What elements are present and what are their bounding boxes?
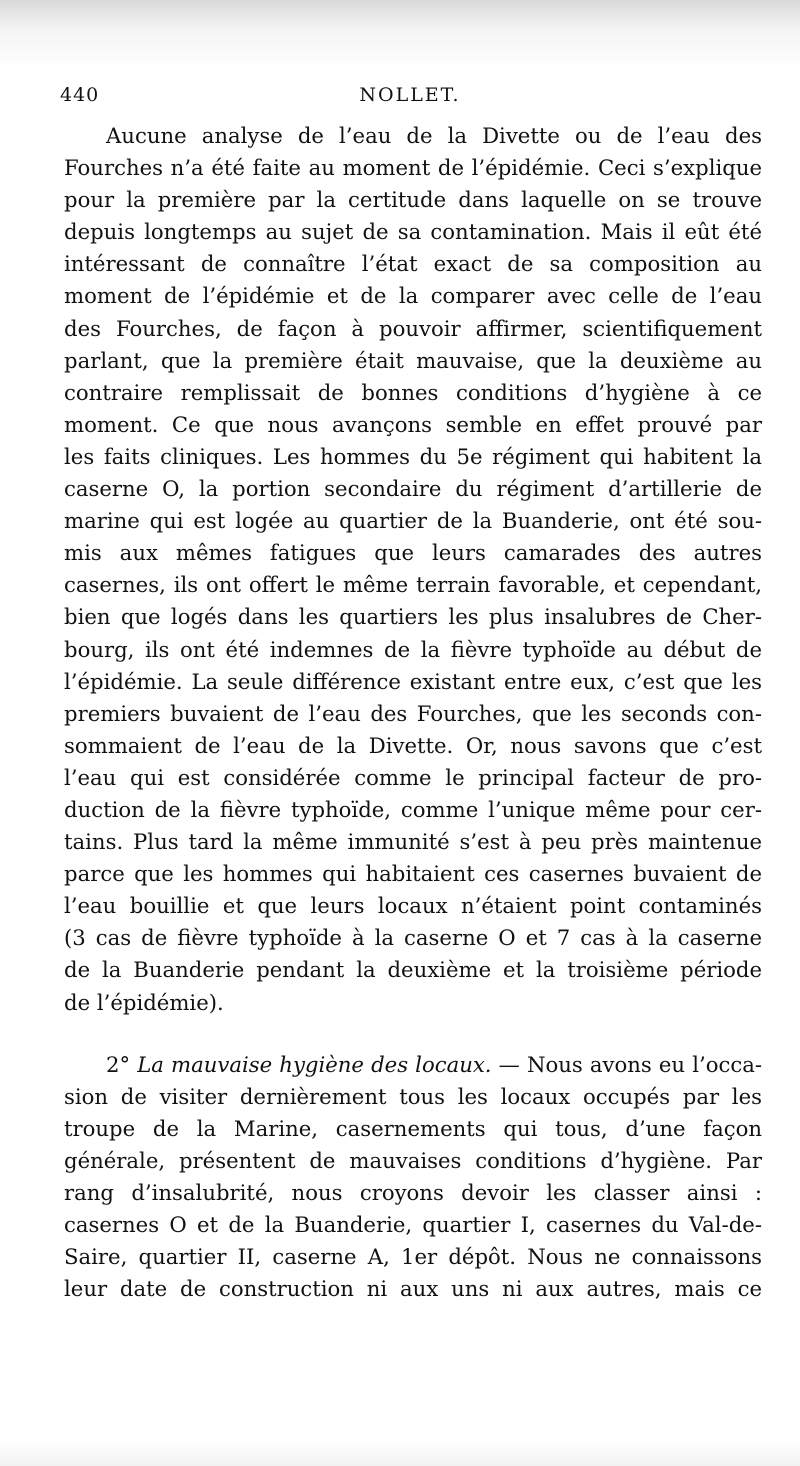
text-line: sommaient de l’eau de la Divette. Or, nous savons que c’est	[64, 732, 762, 758]
text-line: les faits cliniques. Les hommes du 5e régiment qui habitent la	[64, 443, 762, 469]
body-text	[64, 120, 762, 1305]
text-line: bien que logés dans les quartiers les plus insalubres de Cher-	[64, 604, 762, 630]
text-line: Aucune analyse de l’eau de la Divette ou de l’eau des	[106, 123, 762, 148]
text-line: casernes, ils ont offert le même terrain favorable, et cependant,	[64, 572, 762, 598]
text-line: casernes O et de la Buanderie, quartier I, casernes du Val-de-	[64, 1212, 762, 1238]
text-line: parce que les hommes qui habitaient ces casernes buvaient de	[64, 861, 762, 887]
text-line: tains. Plus tard la même immunité s’est à peu près maintenue	[64, 829, 762, 855]
text-line: rang d’insalubrité, nous croyons devoir les classer ainsi :	[64, 1180, 762, 1205]
text-line: pour la première par la certitude dans laquelle on se trouve	[64, 187, 762, 213]
text-line: mis aux mêmes fatigues que leurs camarades des autres	[64, 540, 762, 566]
text-line: (3 cas de fièvre typhoïde à la caserne O et 7 cas à la caserne	[64, 925, 762, 951]
paragraph-2	[64, 1049, 762, 1306]
text-line: l’épidémie. La seule différence existant entre eux, c’est que les	[64, 668, 762, 694]
text-line: l’eau qui est considérée comme le principal facteur de pro-	[64, 764, 762, 790]
section-first-line	[64, 1049, 762, 1081]
text-line: intéressant de connaître l’état exact de sa composition au	[64, 251, 762, 277]
text-line: parlant, que la première était mauvaise, que la deuxième au	[64, 347, 762, 373]
text-line: Saire, quartier II, caserne A, 1er dépôt. Nous ne connaissons	[64, 1244, 762, 1270]
text-line: de la Buanderie pendant la deuxième et la troisième période	[64, 957, 762, 983]
text-line: moment de l’épidémie et de la comparer avec celle de l’eau	[64, 283, 762, 309]
text-line: contraire remplissait de bonnes conditions d’hygiène à ce	[64, 379, 762, 405]
text-line: depuis longtemps au sujet de sa contamination. Mais il eût été	[64, 219, 762, 245]
paragraph-1	[64, 120, 762, 1019]
text-line: moment. Ce que nous avançons semble en effet prouvé par	[64, 411, 762, 437]
text-line: premiers buvaient de l’eau des Fourches, que les seconds con-	[64, 700, 762, 726]
section-first-line-text: — Nous avons eu l’occa-	[498, 1051, 762, 1077]
text-line: duction de la fièvre typhoïde, comme l’unique même pour cer-	[64, 796, 762, 822]
section-heading: La mauvaise hygiène des locaux.	[137, 1051, 492, 1077]
running-head: NOLLET.	[359, 84, 461, 106]
text-line: bourg, ils ont été indemnes de la fièvre typhoïde au début de	[64, 636, 762, 662]
text-line: leur date de construction ni aux uns ni aux autres, mais ce	[64, 1276, 762, 1302]
page-header	[60, 84, 760, 114]
text-line: générale, présentent de mauvaises conditions d’hygiène. Par	[64, 1147, 762, 1173]
text-line: troupe de la Marine, casernements qui tous, d’une façon	[64, 1115, 762, 1141]
paragraph-gap	[64, 1019, 762, 1049]
text-line: caserne O, la portion secondaire du régiment d’artillerie de	[64, 476, 762, 502]
text-line: Fourches n’a été faite au moment de l’épidémie. Ceci s’explique	[64, 155, 762, 181]
text-line: l’eau bouillie et que leurs locaux n’étaient point contaminés	[64, 893, 762, 919]
text-line: sion de visiter dernièrement tous les locaux occupés par les	[64, 1083, 762, 1109]
text-line: des Fourches, de façon à pouvoir affirmer, scientifiquement	[64, 315, 762, 341]
text-line: de l’épidémie).	[64, 989, 224, 1015]
page-number: 440	[60, 84, 100, 106]
section-number: 2°	[106, 1051, 131, 1077]
text-line: marine qui est logée au quartier de la Buanderie, ont été sou-	[64, 508, 762, 534]
